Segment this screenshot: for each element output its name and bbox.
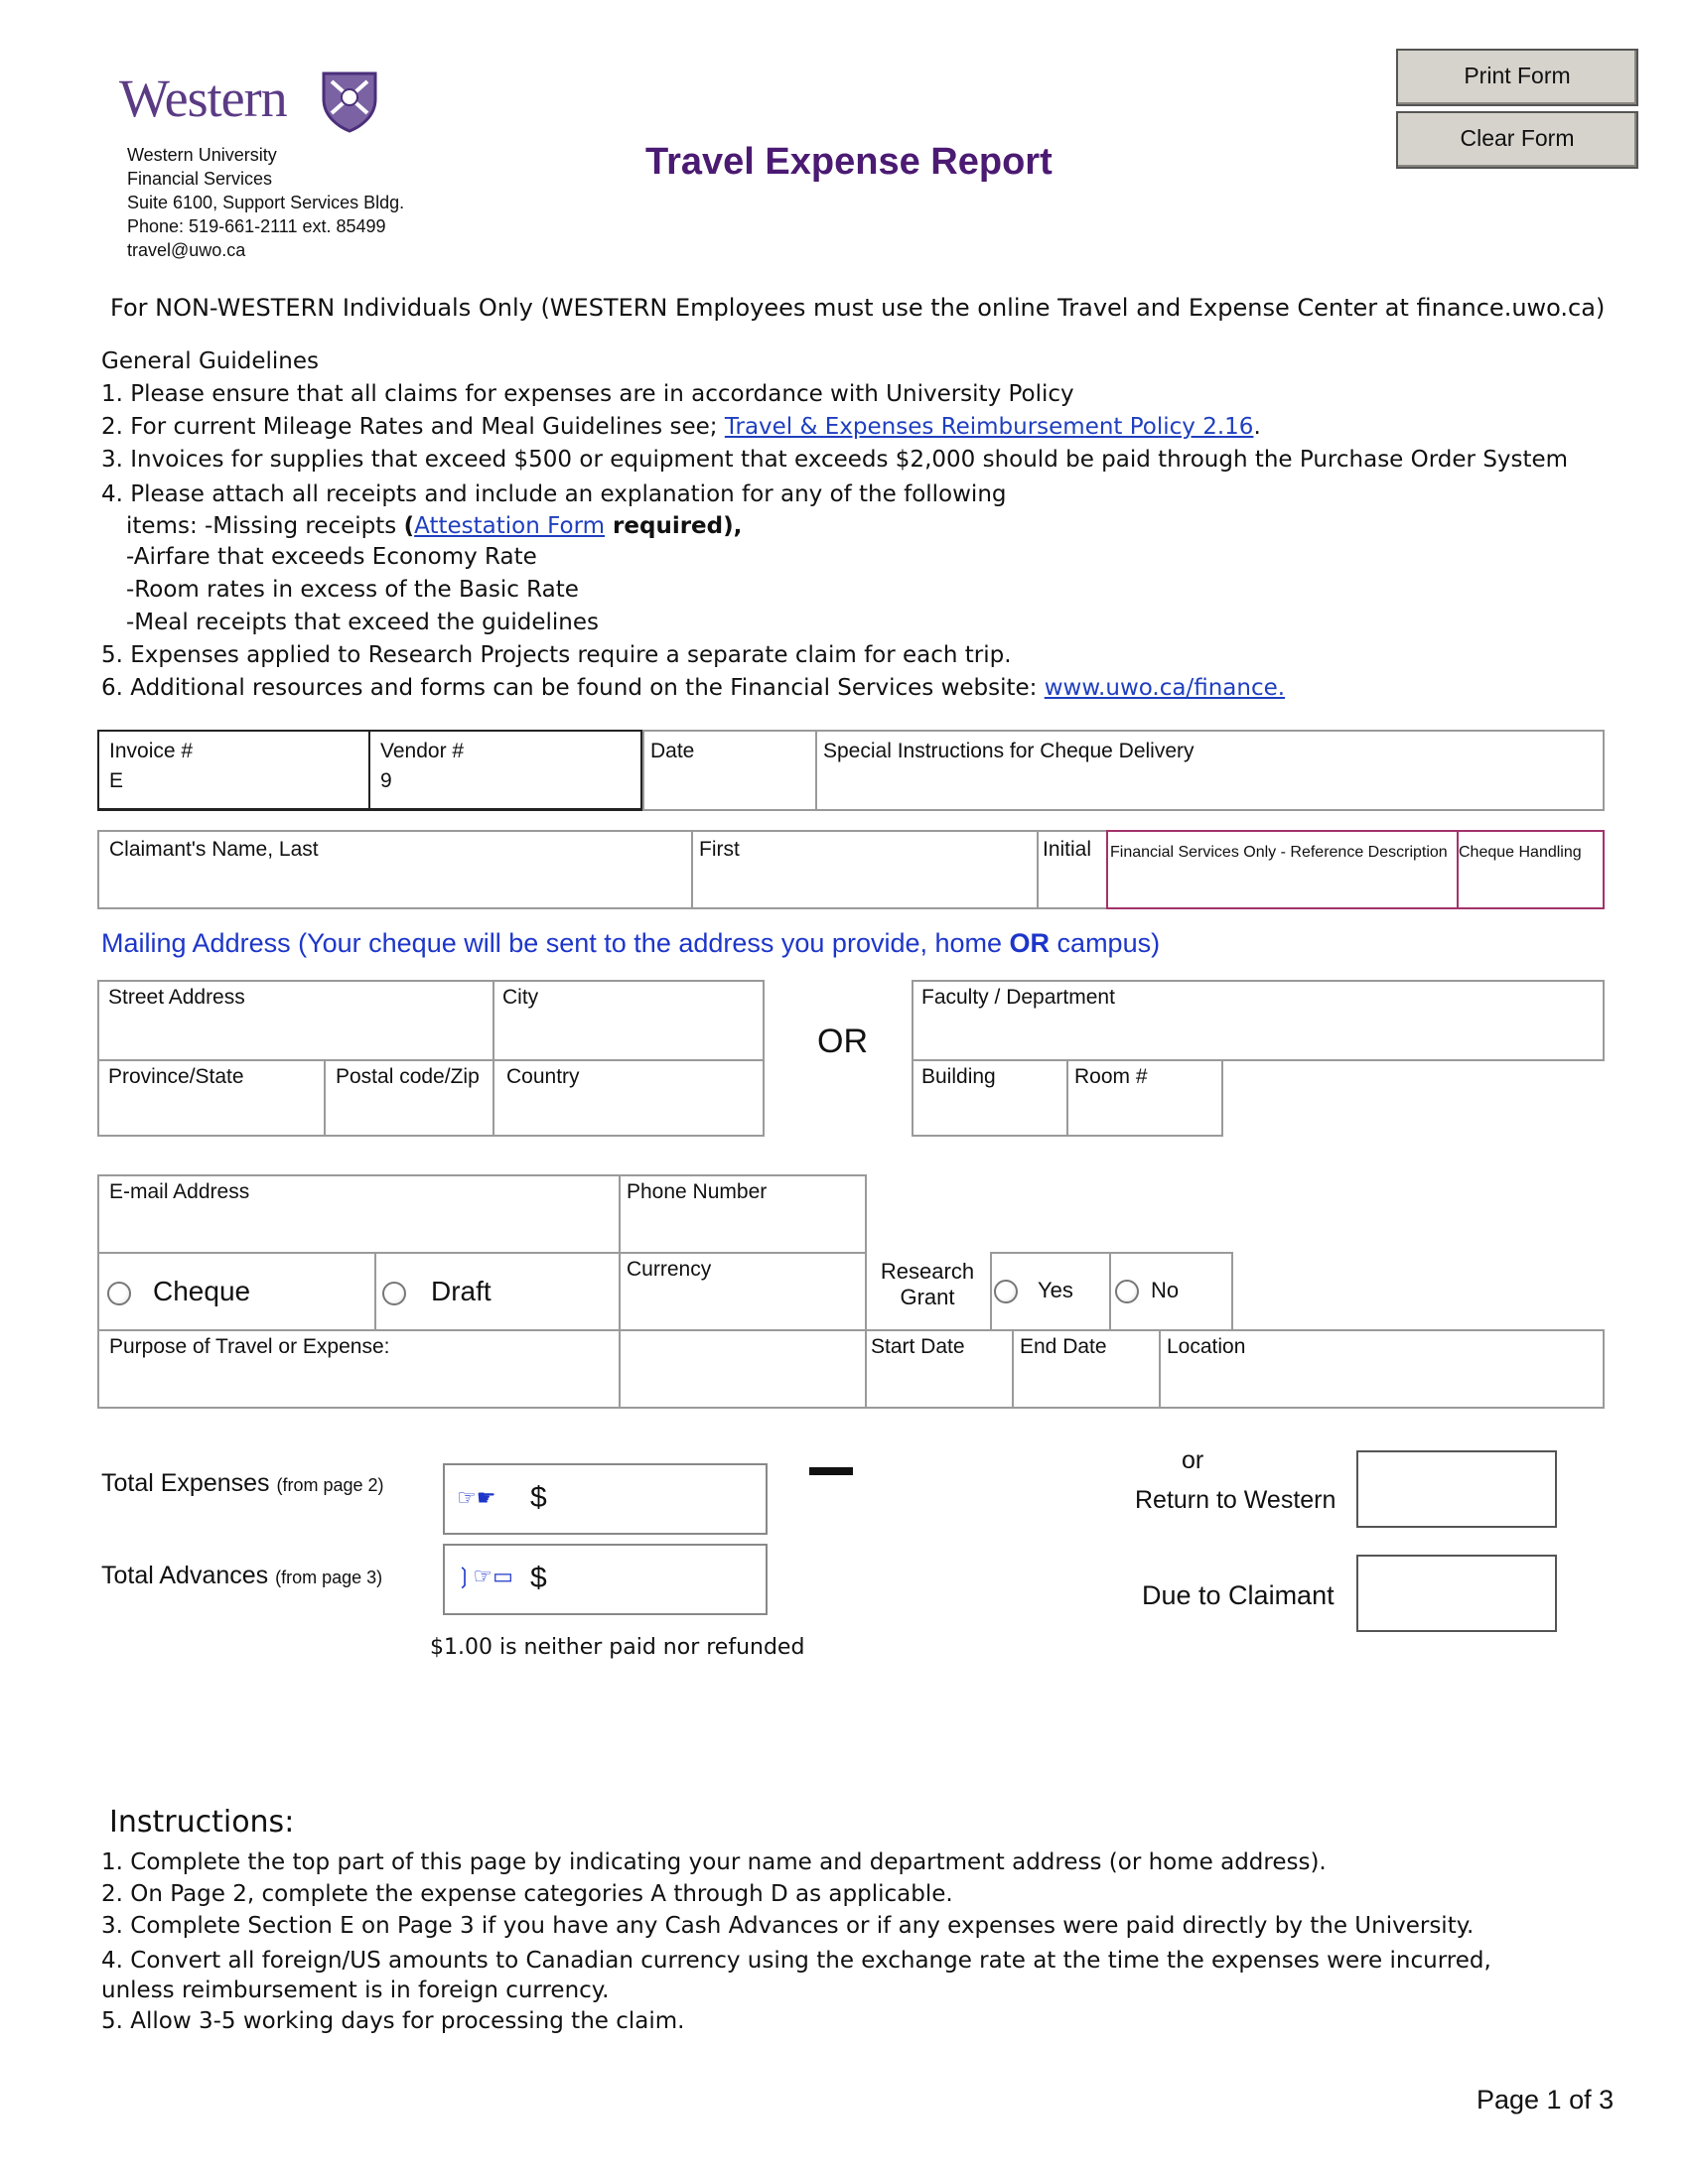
guideline-item: 5. Expenses applied to Research Projects require a separate claim for each trip. — [101, 642, 1012, 668]
street-address-field[interactable] — [97, 980, 494, 1061]
general-guidelines — [101, 345, 1650, 705]
invoice-value: E — [109, 769, 124, 792]
start-date-label: Start Date — [871, 1335, 965, 1358]
currency-label: Currency — [627, 1258, 712, 1281]
or-divider: OR — [817, 1023, 868, 1060]
mailing-address-heading: Mailing Address (Your cheque will be sent to the address you provide, home OR campus) — [101, 928, 1161, 958]
guideline-subitem: -Airfare that exceeds Economy Rate — [126, 544, 537, 570]
email-label: E-mail Address — [109, 1180, 250, 1203]
research-no-option[interactable] — [1109, 1252, 1233, 1331]
draft-option[interactable] — [374, 1252, 621, 1331]
due-to-claimant-label: Due to Claimant — [1142, 1580, 1335, 1610]
western-logo — [119, 64, 377, 143]
return-to-western-field[interactable] — [1356, 1450, 1557, 1528]
phone-field[interactable] — [619, 1174, 867, 1254]
print-form-button[interactable]: Print Form — [1396, 49, 1638, 106]
address-line: Suite 6100, Support Services Bldg. — [127, 193, 405, 212]
postal-code-label: Postal code/Zip — [336, 1065, 480, 1088]
start-date-cell[interactable] — [865, 1329, 1014, 1409]
cheque-label: Cheque — [153, 1276, 251, 1306]
guideline-item: 2. For current Mileage Rates and Meal Guidelines see; Travel & Expenses Reimbursement Policy 2.16. — [101, 414, 1261, 440]
instructions-list — [101, 1846, 1650, 2037]
institution-address — [127, 143, 404, 262]
building-label: Building — [921, 1065, 996, 1088]
last-name-label: Claimant's Name, Last — [109, 838, 319, 861]
currency-field[interactable] — [619, 1252, 867, 1331]
no-radio[interactable] — [1115, 1280, 1139, 1303]
invoice-label: Invoice # — [109, 740, 194, 762]
research-grant-label: Research Grant — [880, 1259, 975, 1309]
or-label: or — [1182, 1446, 1204, 1474]
due-to-claimant-field[interactable] — [1356, 1555, 1557, 1632]
page-title: Travel Expense Report — [645, 141, 1053, 183]
cheque-radio[interactable] — [107, 1282, 131, 1305]
faculty-department-label: Faculty / Department — [921, 986, 1115, 1009]
vendor-field[interactable] — [368, 730, 642, 811]
purpose-field[interactable] — [97, 1329, 621, 1409]
cheque-option[interactable] — [97, 1252, 376, 1331]
date-field[interactable] — [642, 730, 817, 811]
guideline-item: 6. Additional resources and forms can be found on the Financial Services website: www.uwo.ca/finance. — [101, 675, 1286, 701]
last-name-field[interactable] — [97, 830, 693, 909]
cheque-handling-field[interactable] — [1457, 830, 1605, 909]
country-field[interactable] — [492, 1059, 765, 1137]
total-advances-label: Total Advances (from page 3) — [101, 1562, 383, 1589]
street-address-label: Street Address — [108, 986, 245, 1009]
attestation-form-link[interactable]: Attestation Form — [414, 513, 606, 539]
clear-form-button[interactable]: Clear Form — [1396, 111, 1638, 169]
total-expenses-note: (from page 2) — [276, 1475, 384, 1495]
initial-field[interactable] — [1037, 830, 1108, 909]
building-field[interactable] — [912, 1059, 1068, 1137]
city-field[interactable] — [492, 980, 765, 1061]
total-expenses-field[interactable] — [443, 1463, 768, 1535]
room-label: Room # — [1074, 1065, 1148, 1088]
cheque-handling-label: Cheque Handling — [1459, 844, 1582, 861]
return-to-western-label: Return to Western — [1135, 1486, 1336, 1514]
fs-reference-label: Financial Services Only - Reference Description — [1110, 844, 1448, 861]
instruction-item: 2. On Page 2, complete the expense categories A through D as applicable. — [101, 1881, 953, 1907]
province-label: Province/State — [108, 1065, 244, 1088]
room-field[interactable] — [1066, 1059, 1223, 1137]
country-label: Country — [506, 1065, 580, 1088]
guideline-subitem: -Meal receipts that exceed the guidelines — [126, 610, 599, 635]
total-expenses-dollar: $ — [530, 1481, 547, 1514]
location-cell[interactable] — [1159, 1329, 1605, 1409]
instruction-item: 1. Complete the top part of this page by indicating your name and department address (or home address). — [101, 1849, 1327, 1875]
province-field[interactable] — [97, 1059, 326, 1137]
address-line: Phone: 519-661-2111 ext. 85499 — [127, 216, 386, 236]
vendor-label: Vendor # — [380, 740, 465, 762]
total-advances-note: (from page 3) — [275, 1568, 383, 1587]
finance-website-link[interactable]: www.uwo.ca/finance. — [1044, 675, 1286, 701]
purpose-label: Purpose of Travel or Expense: — [109, 1335, 390, 1358]
guideline-subitem: items: -Missing receipts (Attestation Form required), — [126, 513, 743, 539]
city-label: City — [502, 986, 539, 1009]
rounding-note: $1.00 is neither paid nor refunded — [430, 1635, 805, 1660]
minus-sign — [809, 1467, 853, 1475]
guideline-subitem: -Room rates in excess of the Basic Rate — [126, 577, 579, 603]
phone-label: Phone Number — [627, 1180, 768, 1203]
page-number: Page 1 of 3 — [1477, 2085, 1615, 2115]
email-field[interactable] — [97, 1174, 621, 1254]
non-western-notice: For NON-WESTERN Individuals Only (WESTERN Employees must use the online Travel and Expense Center at finance.uwo.ca) — [110, 294, 1606, 322]
instruction-item: unless reimbursement is in foreign currency. — [101, 1978, 610, 2003]
initial-label: Initial — [1043, 838, 1092, 861]
first-name-label: First — [699, 838, 740, 861]
policy-link[interactable]: Travel & Expenses Reimbursement Policy 2.16 — [724, 414, 1254, 440]
draft-label: Draft — [431, 1276, 492, 1306]
address-line: Western University — [127, 145, 277, 165]
instruction-item: 3. Complete Section E on Page 3 if you have any Cash Advances or if any expenses were paid directly by the University. — [101, 1913, 1475, 1939]
address-line: travel@uwo.ca — [127, 240, 246, 260]
draft-radio[interactable] — [382, 1282, 406, 1305]
end-date-cell[interactable] — [1012, 1329, 1161, 1409]
total-advances-dollar: $ — [530, 1562, 547, 1594]
pointing-hand-icon: ☞☛ — [457, 1485, 496, 1510]
guidelines-heading: General Guidelines — [101, 348, 319, 374]
fs-reference-field[interactable] — [1106, 830, 1459, 909]
date-label: Date — [650, 740, 695, 762]
faculty-department-field[interactable] — [912, 980, 1605, 1061]
total-expenses-label: Total Expenses (from page 2) — [101, 1469, 384, 1497]
special-instructions-label: Special Instructions for Cheque Delivery — [823, 740, 1195, 762]
crest-icon — [320, 69, 379, 133]
postal-code-field[interactable] — [324, 1059, 494, 1137]
instruction-item: 4. Convert all foreign/US amounts to Canadian currency using the exchange rate at the time the expenses were incurred, — [101, 1948, 1491, 1974]
invoice-field[interactable] — [97, 730, 370, 811]
first-name-field[interactable] — [691, 830, 1039, 909]
location-label: Location — [1167, 1335, 1246, 1358]
document-hand-icon: ❳☞▭ — [455, 1564, 513, 1588]
address-line: Financial Services — [127, 169, 273, 189]
end-date-label: End Date — [1020, 1335, 1107, 1358]
yes-radio[interactable] — [994, 1280, 1018, 1303]
instruction-item: 5. Allow 3-5 working days for processing the claim. — [101, 2008, 685, 2034]
special-instructions-field[interactable] — [815, 730, 1605, 811]
guideline-item: 1. Please ensure that all claims for expenses are in accordance with University Policy — [101, 381, 1074, 407]
instructions-heading: Instructions: — [109, 1805, 295, 1840]
yes-label: Yes — [1038, 1278, 1073, 1302]
research-yes-option[interactable] — [990, 1252, 1111, 1331]
logo-wordmark: Western — [119, 68, 287, 128]
total-advances-field[interactable] — [443, 1544, 768, 1615]
no-label: No — [1151, 1278, 1180, 1302]
guideline-item: 4. Please attach all receipts and include an explanation for any of the following — [101, 481, 1007, 507]
vendor-value: 9 — [380, 769, 392, 792]
guideline-item: 3. Invoices for supplies that exceed $500 or equipment that exceeds $2,000 should be paid through the Purchase Order System — [101, 447, 1569, 473]
